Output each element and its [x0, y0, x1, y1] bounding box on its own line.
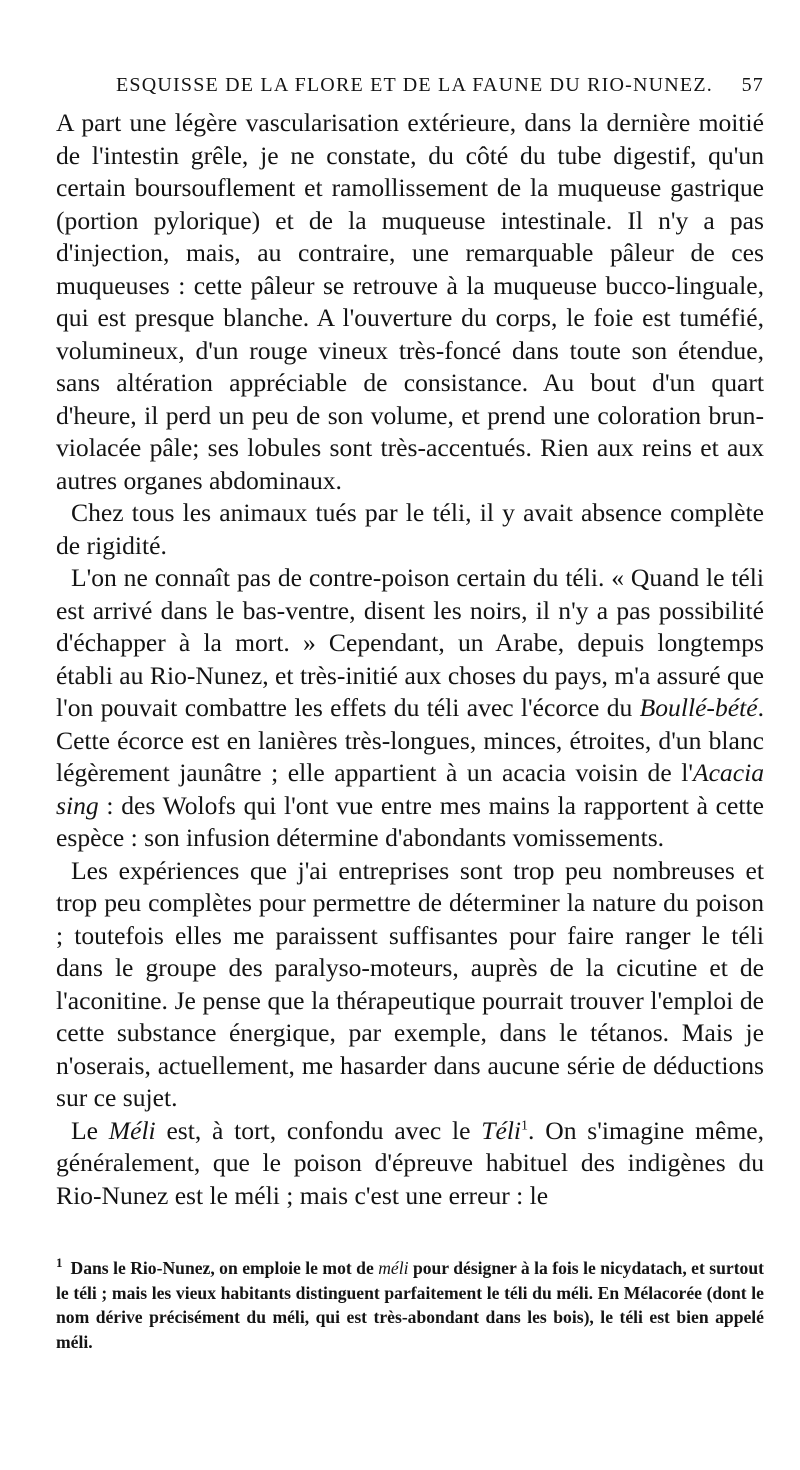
p5-text-a: Le — [71, 1115, 109, 1145]
paragraph-2: Chez tous les animaux tués par le téli, il y avait absence complète de rigidité. — [56, 498, 764, 560]
paragraph-4: Les expériences que j'ai entreprises sont trop peu nombreuses et trop peu complètes pour permettre de déterminer la nature du poison ; toutefois elles me paraissent suffisantes pour faire ranger le téli dans le groupe des paralyso-moteurs, auprès de la cicutine et de l'aconitine. Je pense que la thérapeutique pourrait trouver l'emploi de cette substance énergique, par exemple, dans le tétanos. Mais je n'oserais, actuellement, me hasarder dans aucune série de déductions sur ce sujet. — [56, 855, 764, 1112]
running-title: ESQUISSE DE LA FLORE ET DE LA FAUNE DU RIO-NUNEZ. — [116, 74, 713, 96]
book-page — [56, 74, 764, 1354]
p3-text-a: L'on ne connaît pas de contre-poison certain du téli. « Quand le téli est arrivé dans le bas-ventre, disent les noirs, il n'y a pas possibilité d'échapper à la mort. » Cependant, un Arabe, depuis longtemps établi au Rio-Nunez, et très-initié aux choses du pays, m'a assuré que l'on pouvait combattre les effets du téli avec l'écorce du — [56, 563, 764, 722]
paragraph-1: A part une légère vascularisation extérieure, dans la dernière moitié de l'intestin grêle, je ne constate, du côté du tube digestif, qu'un certain boursouflement et ramollissement de la muqueuse gastrique (portion pylorique) et de la muqueuse intestinale. Il n'y a pas d'injection, mais, au contraire, une remarquable pâleur de ces muqueuses : cette pâleur se retrouve à la muqueuse bucco-linguale, qui est presque blanche. A l'ouverture du corps, le foie est tuméfié, volumineux, d'un rouge vineux très-foncé dans toute son étendue, sans altération appréciable de consistance. Au bout d'un quart d'heure, il perd un peu de son volume, et prend une coloration brun-violacée pâle; ses lobules sont très-accentués. Rien aux reins et aux autres organes abdominaux. — [56, 108, 764, 495]
paragraph-3 — [56, 562, 764, 855]
page-number: 57 — [741, 74, 764, 96]
footnote-text-a: Dans le Rio-Nunez, on emploie le mot de — [70, 1258, 379, 1278]
p3-italic-boulle-bete: Boullé-bété — [639, 693, 758, 722]
running-head — [56, 74, 764, 97]
p5-italic-teli: Téli — [481, 1115, 522, 1145]
footnote-text-c: pour désigner à la fois le nicydatach, et surtout le téli ; mais les vieux habitants distinguent parfaitement le téli du méli. En Mélacorée (dont le nom dérive précisément du méli, qui est très-abondant dans les bois), le téli est bien appelé méli. — [56, 1258, 764, 1352]
footnote-italic-meli: méli — [378, 1258, 409, 1278]
body-text — [56, 107, 764, 1212]
paragraph-5 — [56, 1115, 764, 1213]
p3-text-c: . Cette écorce est en lanières très-longues, minces, étroites, d'un blanc légèrement jaunâtre ; elle appartient à un acacia voisin de l' — [56, 693, 764, 787]
p3-text-e: : des Wolofs qui l'ont vue entre mes mains la rapportent à cette espèce : son infusion détermine d'abondants vomissements. — [56, 790, 764, 852]
p5-text-c: est, à tort, confondu avec le — [155, 1115, 482, 1145]
p3-italic-acacia-sing: Acacia sing — [56, 758, 764, 820]
footnote-mark: 1 — [56, 1255, 63, 1271]
p5-text-e: . On s'imagine même, généralement, que le poison d'épreuve habituel des indigènes du Rio-Nunez est le méli ; mais c'est une erreur : le — [56, 1115, 764, 1210]
footnote-reference: 1 — [521, 1117, 529, 1133]
footnote — [56, 1256, 764, 1354]
p5-italic-meli: Méli — [108, 1115, 156, 1145]
